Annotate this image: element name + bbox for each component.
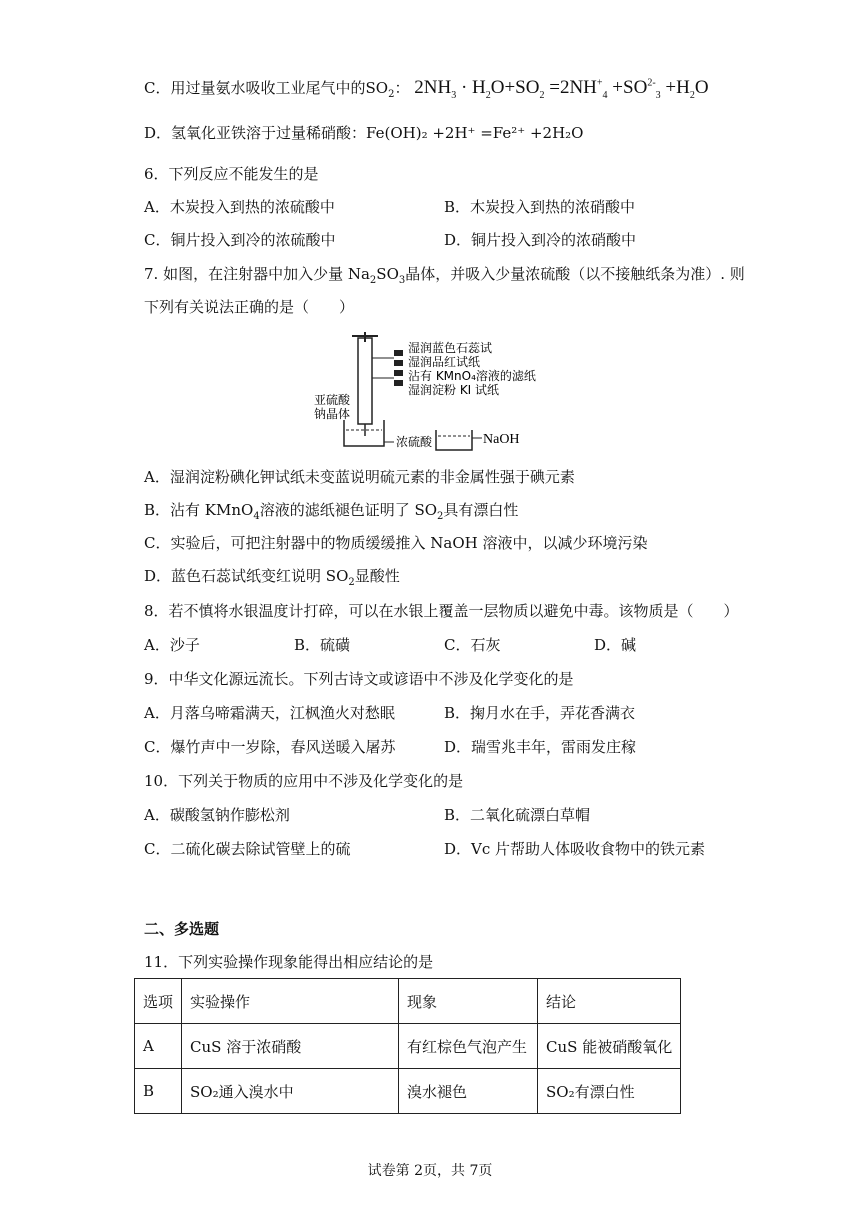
q8-option-d: D．碱	[594, 636, 637, 654]
strip-1	[394, 350, 403, 356]
figure-label-sulfite1: 亚硫酸	[314, 393, 351, 407]
q9-option-b: B．掬月水在手，弄花香满衣	[444, 704, 636, 722]
q7-stem-line2: 下列有关说法正确的是（ ）	[144, 298, 355, 316]
table-row	[135, 1069, 681, 1114]
table-row	[135, 1024, 681, 1069]
q9-option-c: C．爆竹声中一岁除，春风送暖入屠苏	[144, 738, 396, 756]
q6-option-c: C．铜片投入到冷的浓硫酸中	[144, 231, 336, 249]
q7-option-a: A．湿润淀粉碘化钾试纸未变蓝说明硫元素的非金属性强于碘元素	[144, 468, 575, 486]
q9-option-d: D．瑞雪兆丰年，雷雨发庄稼	[444, 738, 637, 756]
table-cell: CuS 溶于浓硝酸	[182, 1024, 399, 1069]
q5-option-c: C．用过量氨水吸收工业尾气中的$SO_2$： $2NH_3 \cdot H_2O+SO_2 =2NH^+_4 +SO^{2-}_3 +H_2O$	[144, 77, 709, 101]
table-cell: SO₂有漂白性	[538, 1069, 681, 1114]
figure-label-ki: 湿润淀粉 KI 试纸	[408, 383, 500, 397]
q6-option-b: B．木炭投入到热的浓硝酸中	[444, 198, 636, 216]
q10-option-a: A．碳酸氢钠作膨松剂	[144, 806, 290, 824]
figure-label-naoh: NaOH	[483, 432, 520, 447]
figure-label-sulfite2: 钠晶体	[314, 407, 351, 421]
table-header-cell: 结论	[538, 979, 681, 1024]
table-header-cell: 实验操作	[182, 979, 399, 1024]
figure-label-litmus: 湿润蓝色石蕊试	[408, 341, 493, 355]
q6-option-d: D．铜片投入到冷的浓硝酸中	[444, 231, 637, 249]
figure-label-kmno4: 沾有 KMnO₄溶液的滤纸	[408, 369, 536, 383]
figure-label-pinred: 湿润品红试纸	[408, 355, 481, 369]
q11-table	[134, 978, 681, 1114]
table-header-cell: 选项	[135, 979, 182, 1024]
beaker-naoh	[436, 430, 472, 450]
table-cell: 有红棕色气泡产生	[399, 1024, 538, 1069]
q6-option-a: A．木炭投入到热的浓硫酸中	[144, 198, 335, 216]
syringe-barrel	[358, 338, 372, 424]
table-cell: SO₂通入溴水中	[182, 1069, 399, 1114]
page-footer: 试卷第 2页，共 7页	[367, 1163, 493, 1179]
q8-stem: 8．若不慎将水银温度计打碎，可以在水银上覆盖一层物质以避免中毒。该物质是（ ）	[144, 602, 739, 620]
figure-label-h2so4: 浓硫酸	[396, 435, 433, 449]
q7-option-c: C．实验后，可把注射器中的物质缓缓推入 NaOH 溶液中，以减少环境污染	[144, 534, 648, 552]
q5-option-d: D．氢氧化亚铁溶于过量稀硝酸：Fe(OH)₂ +2H⁺ =Fe²⁺ +2H₂O	[144, 124, 584, 142]
strip-3	[394, 370, 403, 376]
q10-stem: 10．下列关于物质的应用中不涉及化学变化的是	[144, 772, 464, 790]
q7-stem-line1: 7. 如图，在注射器中加入少量 $Na_2SO_3$晶体，并吸入少量浓硫酸（以不接触纸条为准）. 则	[144, 265, 745, 286]
q10-option-b: B．二氧化硫漂白草帽	[444, 806, 591, 824]
q5-c-equation: $2NH_3 \cdot H_2O+SO_2 =2NH^+_4 +SO^{2-}_3 +H_2O$	[414, 77, 709, 101]
q7-option-b: B．沾有 KMnO$_4$溶液的滤纸褪色证明了 $SO_2$具有漂白性	[144, 501, 519, 522]
q7-apparatus-figure	[314, 332, 544, 454]
q9-option-a: A．月落乌啼霜满天，江枫渔火对愁眠	[144, 704, 395, 722]
table-cell: CuS 能被硝酸氧化	[538, 1024, 681, 1069]
strip-4	[394, 380, 403, 386]
table-header-row	[135, 979, 681, 1024]
q8-option-c: C．石灰	[444, 636, 501, 654]
q10-option-d: D．Vc 片帮助人体吸收食物中的铁元素	[444, 840, 706, 858]
q8-option-a: A．沙子	[144, 636, 200, 654]
table-header-cell: 现象	[399, 979, 538, 1024]
table-cell: B	[135, 1069, 182, 1114]
table-cell: A	[135, 1024, 182, 1069]
q8-option-b: B．硫磺	[294, 636, 351, 654]
table-cell: 溴水褪色	[399, 1069, 538, 1114]
q10-option-c: C．二硫化碳去除试管壁上的硫	[144, 840, 351, 858]
strip-2	[394, 360, 403, 366]
q11-stem: 11．下列实验操作现象能得出相应结论的是	[144, 953, 434, 971]
q6-stem: 6．下列反应不能发生的是	[144, 165, 319, 183]
section-heading: 二、多选题	[144, 920, 220, 938]
q7-option-d: D．蓝色石蕊试纸变红说明 $SO_2$显酸性	[144, 567, 400, 588]
q9-stem: 9．中华文化源远流长。下列古诗文或谚语中不涉及化学变化的是	[144, 670, 574, 688]
